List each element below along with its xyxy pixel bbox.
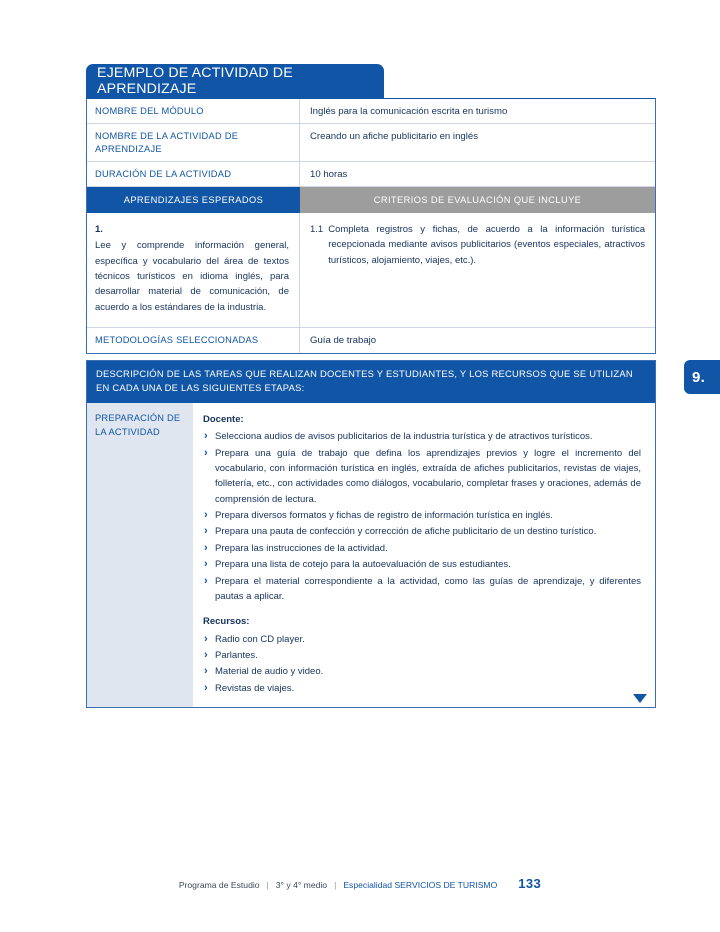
value-duracion: 10 horas bbox=[310, 168, 348, 180]
matrix-body-row bbox=[87, 213, 655, 328]
header-criterios-evaluacion: CRITERIOS DE EVALUACIÓN QUE INCLUYE bbox=[300, 187, 655, 213]
value-nombre-actividad: Creando un afiche publicitario en inglés bbox=[310, 131, 478, 143]
table-row-metodologias bbox=[87, 328, 655, 352]
list-item: › Prepara una pauta de confección y corrección de afiche publicitario de un destino turístico. bbox=[203, 524, 641, 539]
table-row-duracion bbox=[87, 162, 655, 187]
value-nombre-modulo: Inglés para la comunicación escrita en turismo bbox=[310, 106, 508, 117]
criteria-cell bbox=[300, 213, 655, 327]
resources-list bbox=[203, 632, 641, 697]
list-item: › Selecciona audios de avisos publicitarios de la industria turística y de atractivos turísticos. bbox=[203, 429, 641, 444]
outcome-text: Lee y comprende información general, específica y vocabulario del área de textos técnicos turísticos en idioma inglés, para desarrollar material de comunicación, de acuerdo a los estándares de la industria. bbox=[95, 240, 289, 313]
label-nombre-modulo: NOMBRE DEL MÓDULO bbox=[87, 99, 300, 123]
teacher-heading: Docente: bbox=[203, 413, 244, 425]
stage-content bbox=[193, 403, 655, 707]
value-metodologias: Guía de trabajo bbox=[310, 335, 377, 347]
list-item: › Prepara el material correspondiente a la actividad, como las guías de aprendizaje, y diferentes pautas a aplicar. bbox=[203, 574, 641, 605]
criteria-number: 1.1 bbox=[310, 223, 324, 235]
description-block bbox=[86, 360, 656, 709]
criteria-text: Completa registros y fichas, de acuerdo a la información turística recepcionada mediante avisos publicitarios (eventos especiales, atractivos turísticos, alojamiento, viajes, etc.). bbox=[328, 223, 645, 266]
footer-specialty: Especialidad SERVICIOS DE TURISMO bbox=[343, 880, 498, 890]
list-item: › Prepara una lista de cotejo para la autoevaluación de sus estudiantes. bbox=[203, 557, 641, 572]
label-duracion: DURACIÓN DE LA ACTIVIDAD bbox=[87, 162, 300, 186]
list-item: › Radio con CD player. bbox=[203, 632, 641, 647]
activity-info-table bbox=[86, 98, 656, 354]
stage-label: PREPARACIÓN DE LA ACTIVIDAD bbox=[87, 403, 193, 707]
footer-separator-2: | bbox=[334, 880, 337, 890]
page-footer bbox=[0, 876, 720, 891]
outcome-number: 1. bbox=[95, 223, 103, 235]
list-item: › Prepara una guía de trabajo que defina los aprendizajes previos y logre el incremento del vocabulario, con información turística en inglés, extraída de afiches publicitarios, revistas de viajes, folletería, etc., con actividades como diálogos, vocabulario, completar frases y oraciones, además de comprensión de lectura. bbox=[203, 446, 641, 508]
label-metodologias: METODOLOGÍAS SELECCIONADAS bbox=[87, 328, 300, 352]
header-aprendizajes-esperados: APRENDIZAJES ESPERADOS bbox=[87, 187, 300, 213]
list-item: › Prepara diversos formatos y fichas de registro de información turística en inglés. bbox=[203, 508, 641, 523]
section-title-tab bbox=[86, 64, 384, 98]
footer-level: 3° y 4° medio bbox=[275, 880, 328, 890]
list-item: › Prepara las instrucciones de la actividad. bbox=[203, 541, 641, 556]
table-row-actividad bbox=[87, 124, 655, 161]
table-row-modulo bbox=[87, 99, 655, 124]
section-title-text: EJEMPLO DE ACTIVIDAD DE APRENDIZAJE bbox=[97, 65, 293, 97]
list-item: › Material de audio y video. bbox=[203, 664, 641, 679]
chapter-tab-label: 9. bbox=[692, 368, 706, 386]
down-triangle-icon[interactable] bbox=[633, 694, 647, 703]
teacher-task-list bbox=[203, 429, 641, 604]
page-number: 133 bbox=[518, 876, 542, 891]
footer-separator-1: | bbox=[266, 880, 269, 890]
chapter-tab-9 bbox=[684, 360, 720, 394]
description-heading: DESCRIPCIÓN DE LAS TAREAS QUE REALIZAN DOCENTES Y ESTUDIANTES, Y LOS RECURSOS QUE SE UTILIZAN EN CADA UNA DE LAS SIGUIENTES ETAPAS: bbox=[87, 361, 655, 403]
list-item: › Parlantes. bbox=[203, 648, 641, 663]
outcome-cell bbox=[87, 213, 300, 327]
footer-program: Programa de Estudio bbox=[178, 880, 260, 890]
matrix-header-row bbox=[87, 187, 655, 213]
description-body bbox=[87, 403, 655, 707]
resources-heading: Recursos: bbox=[203, 616, 250, 628]
activity-sheet bbox=[86, 64, 656, 708]
list-item: › Revistas de viajes. bbox=[203, 681, 641, 696]
spacer bbox=[203, 605, 641, 614]
label-nombre-actividad: NOMBRE DE LA ACTIVIDAD DE APRENDIZAJE bbox=[87, 124, 300, 160]
